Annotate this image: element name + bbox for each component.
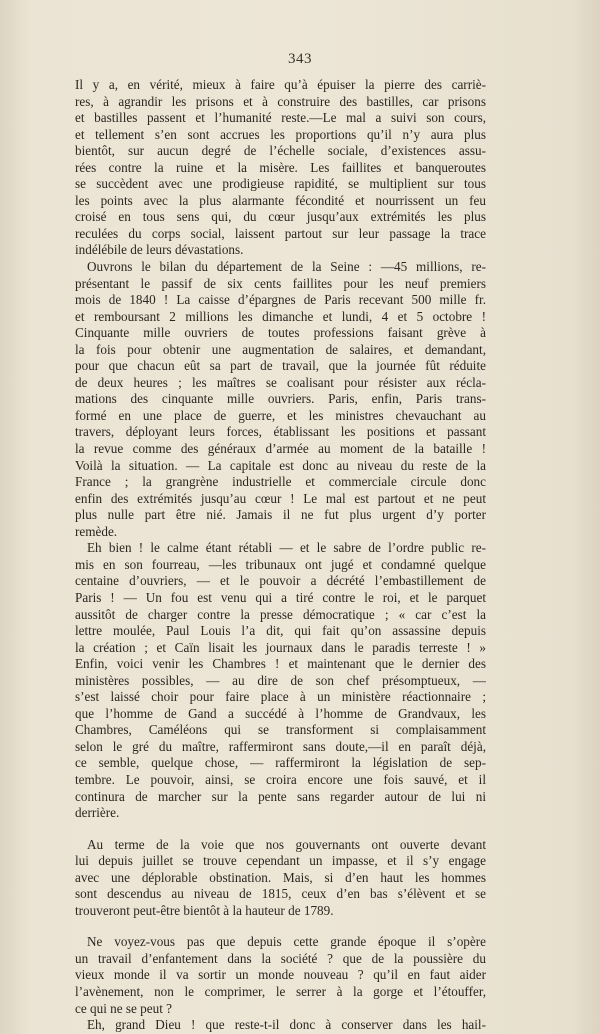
text-line: Il y a, en vérité, mieux à faire qu’à épuiser la pierre des carriè- <box>75 77 486 92</box>
text-line: Eh, grand Dieu ! que reste-t-il donc à conserver dans les hail- <box>87 1017 486 1033</box>
text-line: continura de marcher sur la pente sans regarder autour de lui ni <box>75 788 486 804</box>
text-line: remède. <box>75 523 118 539</box>
page-number: 343 <box>288 51 312 67</box>
text-line: pour que chacun eût sa part de travail, que la journée fût réduite <box>75 358 486 374</box>
text-line: un travail d’enfantement dans la société ? que de la poussière du <box>75 950 486 966</box>
text-line: aussitôt de charger contre la presse démocratique ; « car c’est la <box>75 606 486 622</box>
text-line: bientôt, sur aucun degré de l’échelle sociale, d’existences assu- <box>75 143 486 159</box>
body-text <box>75 77 486 1034</box>
paragraph <box>75 1017 486 1034</box>
text-line: lettre moulée, Paul Louis l’a dit, qui fait qu’on assassine depuis <box>75 623 486 639</box>
text-line: et remboursant 2 millions les dimanche et lundi, 4 et 5 octobre ! <box>75 308 486 324</box>
text-line: présentant le passif de six cents faillites pour les neuf premiers <box>75 275 486 291</box>
text-line: la fois pour obtenir une augmentation de salaires, et demandant, <box>75 341 486 357</box>
text-line: derrière. <box>75 805 120 821</box>
text-line: la création ; et Caïn lisait les journaux dans le paradis terreste ! » <box>75 639 486 655</box>
text-line: indélébile de leurs dévastations. <box>75 242 244 258</box>
text-line: enfin des extrémités jusqu’au cœur ! Le mal est partout et ne peut <box>75 490 486 506</box>
text-line: les points avec la plus alarmante fécondité et nourrissent un feu <box>75 192 486 208</box>
text-line: Voilà la situation. — La capitale est donc au niveau du reste de la <box>75 457 486 473</box>
text-line: de deux heures ; les maîtres se coalisant pour résister aux récla- <box>75 374 486 390</box>
text-line: mois de 1840 ! La caisse d’épargnes de Paris recevant 500 mille fr. <box>75 292 486 308</box>
text-line: Ouvrons le bilan du département de la Seine : —45 millions, re- <box>87 259 486 275</box>
text-line: l’avènement, non le comprimer, le serrer à la gorge et l’étouffer, <box>75 983 486 999</box>
text-line: selon le gré du maître, raffermiront sans doute,—il en paraît déjà, <box>75 738 486 754</box>
text-line: mis en son fourreau, —les tribunaux ont jugé et condamné quelque <box>75 556 486 572</box>
text-line: centaine d’ouvriers, — et le pouvoir a décrété l’embastillement de <box>75 573 486 589</box>
text-line: sont descendus au niveau de 1815, ceux d’en bas s’élèvent et se <box>75 886 486 902</box>
text-line: et tellement s’en sont accrues les proportions qu’il n’y aura plus <box>75 126 486 142</box>
paragraph <box>75 77 486 259</box>
text-line: ce qui ne se peut ? <box>75 1000 173 1016</box>
text-line: Chambres, Caméléons qui se transforment si complaisamment <box>75 722 486 738</box>
text-line: travers, déployant leurs forces, établissant les positions et passant <box>75 424 486 440</box>
text-line: mations des cinquante mille ouvriers. Paris, enfin, Paris trans- <box>75 391 486 407</box>
paragraph <box>75 259 486 540</box>
paragraph <box>75 837 486 920</box>
text-line: ce semble, quelque chose, — raffermiront la législation de sep- <box>75 755 486 771</box>
text-line: trouveront peut-être bientôt à la hauteur de 1789. <box>75 902 334 918</box>
text-line: Cinquante mille ouvriers de toutes professions faisant grève à <box>75 325 486 341</box>
text-line: Au terme de la voie que nos gouvernants ont ouverte devant <box>87 836 486 852</box>
text-line: plus nulle part être nié. Jamais il ne fut plus urgent d’y porter <box>75 507 486 523</box>
text-line: la revue comme des généraux d’armée au moment de la bataille ! <box>75 441 486 457</box>
text-line: avec une déplorable obstination. Mais, si d’en haut les hommes <box>75 869 486 885</box>
text-line: vieux monde il va sortir un monde nouveau ? qu’il en faut aider <box>75 967 486 983</box>
text-line: ministères possibles, — au dire de son chef présomptueux, — <box>75 672 486 688</box>
text-line: s’est laissé choir pour faire place à un ministère réactionnaire ; <box>75 689 486 705</box>
text-line: Ne voyez-vous pas que depuis cette grande époque il s’opère <box>87 934 486 950</box>
text-line: lui depuis juillet se trouve cependant un impasse, et il s’y engage <box>75 853 486 869</box>
text-line: Enfin, voici venir les Chambres ! et maintenant que le dernier des <box>75 656 486 672</box>
paragraph <box>75 540 486 821</box>
text-line: formé en une place de guerre, et les ministres chevauchant au <box>75 407 486 423</box>
text-line: se succèdent avec une prodigieuse rapidité, se multiplient sur tous <box>75 176 486 192</box>
text-line: reculées du corps social, laissent partout sur leur passage la trace <box>75 225 486 241</box>
text-line: France ; la grangrène industrielle et commerciale circule donc <box>75 474 486 490</box>
paragraph-gap <box>75 822 486 837</box>
paragraph <box>75 934 486 1017</box>
text-line: rées contre la ruine et la misère. Les faillites et banqueroutes <box>75 159 486 175</box>
text-line: Eh bien ! le calme étant rétabli — et le sabre de l’ordre public re- <box>87 540 486 556</box>
text-line: tembre. Le pouvoir, ainsi, se croira encore une fois sauvé, et il <box>75 771 486 787</box>
text-line: croisé en tous sens qui, du cœur jusqu’aux extrémités les plus <box>75 209 486 225</box>
text-line: Paris ! — Un fou est venu qui a tiré contre le roi, et le parquet <box>75 589 486 605</box>
text-line: que l’homme de Gand a succédé à l’homme de Grandvaux, les <box>75 705 486 721</box>
paragraph-gap <box>75 919 486 934</box>
text-line: res, à agrandir les prisons et à construire des bastilles, car prisons <box>75 93 486 109</box>
text-line: et bastilles passent et l’humanité reste.—Le mal a suivi son cours, <box>75 110 486 126</box>
